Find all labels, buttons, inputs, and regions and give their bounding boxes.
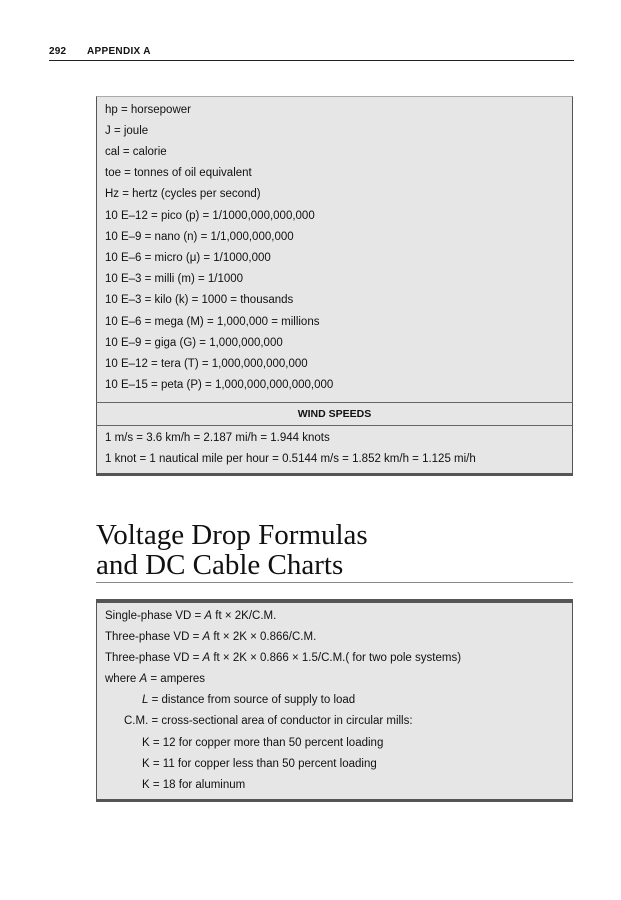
formula-k: K = 12 for copper more than 50 percent loading <box>142 737 384 749</box>
formula-var: L <box>142 694 149 706</box>
wind-speeds-heading: WIND SPEEDS <box>96 402 573 426</box>
formula-text: Three-phase VD = <box>105 652 203 664</box>
formula-text: = amperes <box>147 673 206 685</box>
unit-row: J = joule <box>105 125 149 137</box>
unit-row: toe = tonnes of oil equivalent <box>105 167 252 179</box>
formula-var: A <box>202 652 211 664</box>
formula-where <box>105 673 205 685</box>
section-title-line1: Voltage Drop Formulas <box>96 519 368 551</box>
unit-row: cal = calorie <box>105 146 167 158</box>
formula-text: ft × 2K/C.M. <box>212 610 277 622</box>
formula-text: Single-phase VD = <box>105 610 205 622</box>
unit-row: 10 E–15 = peta (P) = 1,000,000,000,000,000 <box>105 379 334 391</box>
unit-row: Hz = hertz (cycles per second) <box>105 188 261 200</box>
running-head: APPENDIX A <box>87 46 151 57</box>
section-title-line2: and DC Cable Charts <box>96 549 344 581</box>
formula-box <box>96 599 573 802</box>
page-header <box>49 46 574 61</box>
page-number: 292 <box>49 46 67 57</box>
unit-row: 10 E–3 = kilo (k) = 1000 = thousands <box>105 294 294 306</box>
unit-row: 10 E–12 = tera (T) = 1,000,000,000,000 <box>105 358 308 370</box>
formula-three-phase <box>105 631 316 643</box>
formula-var: A <box>139 673 148 685</box>
units-table <box>96 96 573 476</box>
wind-row: 1 m/s = 3.6 km/h = 2.187 mi/h = 1.944 knots <box>105 432 330 444</box>
formula-text: where <box>105 673 140 685</box>
unit-row: hp = horsepower <box>105 104 191 116</box>
wind-row: 1 knot = 1 nautical mile per hour = 0.5144 m/s = 1.852 km/h = 1.125 mi/h <box>105 453 476 465</box>
formula-single-phase <box>105 610 276 622</box>
unit-row: 10 E–6 = mega (M) = 1,000,000 = millions <box>105 316 320 328</box>
unit-row: 10 E–12 = pico (p) = 1/1000,000,000,000 <box>105 210 315 222</box>
formula-text: ft × 2K × 0.866 × 1.5/C.M.( for two pole systems) <box>210 652 462 664</box>
formula-three-phase-two-pole <box>105 652 461 664</box>
formula-var: A <box>204 610 213 622</box>
formula-var: A <box>202 631 211 643</box>
unit-row: 10 E–3 = milli (m) = 1/1000 <box>105 273 244 285</box>
unit-row: 10 E–9 = nano (n) = 1/1,000,000,000 <box>105 231 294 243</box>
formula-cm: C.M. = cross-sectional area of conductor in circular mills: <box>124 715 413 727</box>
unit-row: 10 E–6 = micro (μ) = 1/1000,000 <box>105 252 271 264</box>
formula-text: Three-phase VD = <box>105 631 203 643</box>
section-title <box>96 520 368 580</box>
formula-k: K = 11 for copper less than 50 percent loading <box>142 758 377 770</box>
formula-distance <box>142 694 355 706</box>
unit-row: 10 E–9 = giga (G) = 1,000,000,000 <box>105 337 283 349</box>
title-rule <box>96 582 573 583</box>
formula-text: = distance from source of supply to load <box>148 694 356 706</box>
formula-k: K = 18 for aluminum <box>142 779 246 791</box>
formula-text: ft × 2K × 0.866/C.M. <box>210 631 317 643</box>
